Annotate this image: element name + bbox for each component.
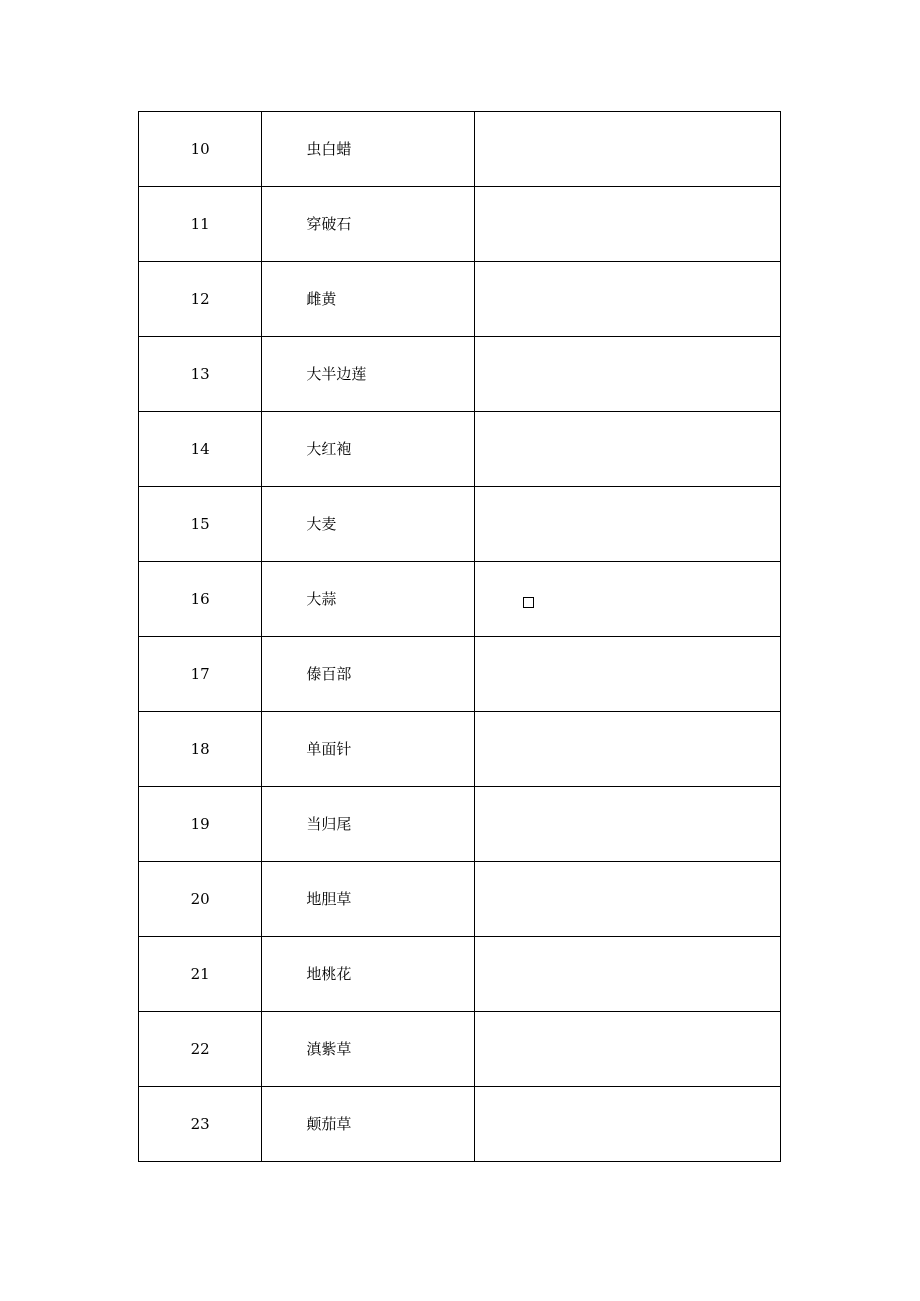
herb-name-cell (262, 712, 475, 787)
herb-name-cell (262, 1012, 475, 1087)
table-body (139, 112, 781, 1162)
row-number-cell (139, 637, 262, 712)
row-number-cell (139, 337, 262, 412)
row-number: 10 (190, 139, 210, 158)
row-number: 15 (190, 514, 210, 533)
table-row (139, 1012, 781, 1087)
row-number-cell (139, 187, 262, 262)
row-number: 20 (190, 889, 210, 908)
herb-name: 滇紫草 (306, 1039, 352, 1058)
table-row (139, 112, 781, 187)
note-cell (475, 337, 781, 412)
table-row (139, 787, 781, 862)
row-number-cell (139, 862, 262, 937)
table-row (139, 937, 781, 1012)
herb-name: 傣百部 (306, 664, 352, 683)
herb-name-cell (262, 1087, 475, 1162)
row-number-cell (139, 1012, 262, 1087)
row-number: 14 (190, 439, 210, 458)
table-row (139, 337, 781, 412)
herb-name-cell (262, 187, 475, 262)
note-cell (475, 1012, 781, 1087)
row-number: 13 (190, 364, 210, 383)
note-cell (475, 112, 781, 187)
herb-name-cell (262, 862, 475, 937)
row-number: 23 (190, 1114, 210, 1133)
row-number-cell (139, 1087, 262, 1162)
note-cell (475, 787, 781, 862)
herb-name-cell (262, 937, 475, 1012)
row-number-cell (139, 712, 262, 787)
note-cell (475, 862, 781, 937)
herb-name: 地桃花 (306, 964, 352, 983)
note-cell (475, 412, 781, 487)
row-number: 19 (190, 814, 210, 833)
table-row (139, 262, 781, 337)
table-row (139, 1087, 781, 1162)
herb-name: 颠茄草 (306, 1114, 352, 1133)
herb-name: 大麦 (306, 514, 337, 533)
row-number-cell (139, 262, 262, 337)
herb-name-cell (262, 487, 475, 562)
herb-name: 大半边莲 (306, 364, 367, 383)
herb-name: 大红袍 (306, 439, 352, 458)
herb-name-cell (262, 562, 475, 637)
table-row (139, 487, 781, 562)
note-cell (475, 262, 781, 337)
row-number-cell (139, 112, 262, 187)
table-row (139, 562, 781, 637)
row-number: 12 (190, 289, 210, 308)
row-number-cell (139, 787, 262, 862)
herb-name: 虫白蜡 (306, 139, 352, 158)
herb-name-cell (262, 262, 475, 337)
note-cell (475, 187, 781, 262)
table-row (139, 412, 781, 487)
table-row (139, 712, 781, 787)
note-cell (475, 1087, 781, 1162)
herb-name-cell (262, 787, 475, 862)
note-cell (475, 487, 781, 562)
table-row (139, 637, 781, 712)
row-number: 22 (190, 1039, 210, 1058)
herb-name-cell (262, 412, 475, 487)
herb-name: 当归尾 (306, 814, 352, 833)
row-number: 21 (190, 964, 210, 983)
herb-name: 穿破石 (306, 214, 352, 233)
herb-name: 地胆草 (306, 889, 352, 908)
herb-name-cell (262, 337, 475, 412)
herb-name: 大蒜 (306, 589, 337, 608)
row-number: 11 (190, 214, 210, 233)
note-cell (475, 937, 781, 1012)
row-number-cell (139, 487, 262, 562)
row-number: 16 (190, 589, 210, 608)
herb-name-cell (262, 637, 475, 712)
table-row (139, 862, 781, 937)
row-number-cell (139, 412, 262, 487)
empty-square-icon[interactable] (523, 597, 534, 608)
note-cell (475, 712, 781, 787)
herb-name: 雌黄 (306, 289, 337, 308)
herb-name: 单面针 (306, 739, 352, 758)
row-number-cell (139, 937, 262, 1012)
herb-table (138, 111, 781, 1162)
row-number-cell (139, 562, 262, 637)
row-number: 17 (190, 664, 210, 683)
row-number: 18 (190, 739, 210, 758)
note-cell (475, 562, 781, 637)
herb-name-cell (262, 112, 475, 187)
table-row (139, 187, 781, 262)
note-cell (475, 637, 781, 712)
